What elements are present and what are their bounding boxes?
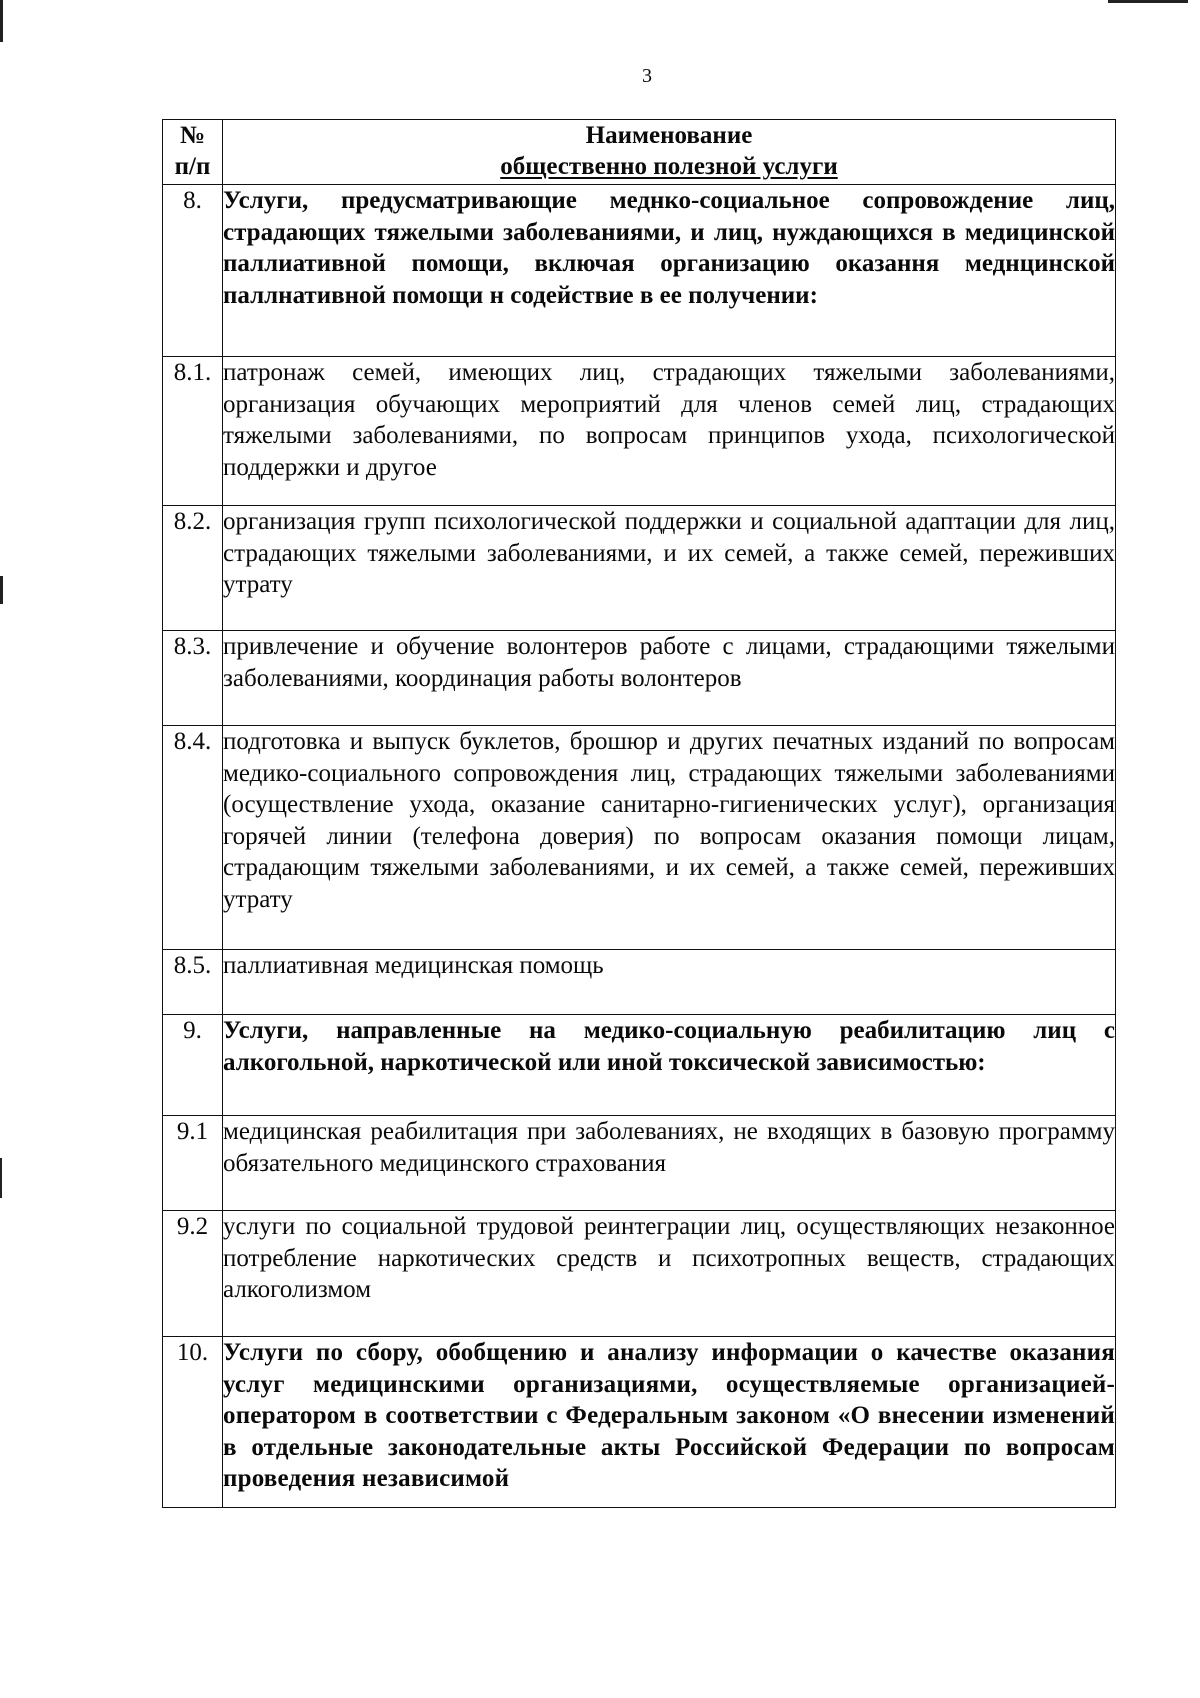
services-table [162,119,1116,1508]
header-name-line2: общественно полезной услуги [500,153,838,180]
row-number: 8.5. [163,950,223,1015]
table-row [163,506,1116,631]
row-service-name: Услуги по сбору, обобщению и анализу информации о качестве оказания услуг медицинскими организациями, осуществляемые организацией-оператором в соответствии с Федеральным законом «О внесении изменений в отдельные законодательные акты Российской Федерации по вопросам проведения независимой [223,1337,1116,1508]
table-row [163,1337,1116,1508]
scan-edge-mark-top [0,0,3,42]
scan-edge-mark-middle [0,576,3,604]
header-name-line1: Наименование [585,122,753,149]
row-number: 8.1. [163,357,223,506]
header-number-line1: № [179,122,206,149]
row-number: 8.3. [163,631,223,726]
header-number-line2: п/п [174,153,211,180]
row-service-name: патронаж семей, имеющих лиц, страдающих тяжелыми заболеваниями, организация обучающих мероприятий для членов семей лиц, страдающих тяжелыми заболеваниями, по вопросам принципов ухода, психологической поддержки и другое [223,357,1116,506]
row-number: 9. [163,1015,223,1116]
page-number: 3 [642,65,652,87]
row-service-name: паллиативная медицинская помощь [223,950,1116,1015]
row-service-name: услуги по социальной трудовой реинтеграции лиц, осуществляющих незаконное потребление наркотических средств и психотропных веществ, страдающих алкоголизмом [223,1211,1116,1337]
table-row [163,1015,1116,1116]
row-number: 9.2 [163,1211,223,1337]
row-service-name: медицинская реабилитация при заболеваниях, не входящих в базовую программу обязательного медицинского страхования [223,1116,1116,1211]
row-service-name: подготовка и выпуск буклетов, брошюр и других печатных изданий по вопросам медико-социального сопровождения лиц, страдающих тяжелыми заболеваниями (осуществление ухода, оказание санитарно-гигиенических услуг), организация горячей линии (телефона доверия) по вопросам оказания помощи лицам, страдающим тяжелыми заболеваниями, и их семей, а также семей, переживших утрату [223,726,1116,950]
row-number: 8. [163,185,223,357]
table-row [163,631,1116,726]
row-number: 9.1 [163,1116,223,1211]
row-number: 8.4. [163,726,223,950]
row-number: 8.2. [163,506,223,631]
table-row [163,185,1116,357]
table-row [163,1211,1116,1337]
table-row [163,1116,1116,1211]
table-header-row [163,120,1116,185]
scan-edge-mark-lower [0,1158,2,1198]
header-name-cell [223,120,1116,185]
table-row [163,726,1116,950]
row-service-name: организация групп психологической поддержки и социальной адаптации для лиц, страдающих тяжелыми заболеваниями, и их семей, а также семей, переживших утрату [223,506,1116,631]
row-service-name: Услуги, предусматривающие меднко-социальное сопровождение лиц, страдающих тяжелыми заболеваниями, и лиц, нуждающихся в медицинской паллиативной помощи, включая организацию оказання меднцинской паллнативной помощи н содействие в ее получении: [223,185,1116,357]
header-number-cell [163,120,223,185]
row-number: 10. [163,1337,223,1508]
table-row [163,357,1116,506]
scan-edge-mark-top-right [1108,0,1188,3]
row-service-name: привлечение и обучение волонтеров работе с лицами, страдающими тяжелыми заболеваниями, координация работы волонтеров [223,631,1116,726]
table-row [163,950,1116,1015]
row-service-name: Услуги, направленные на медико-социальную реабилитацию лиц с алкогольной, наркотической или иной токсической зависимостью: [223,1015,1116,1116]
